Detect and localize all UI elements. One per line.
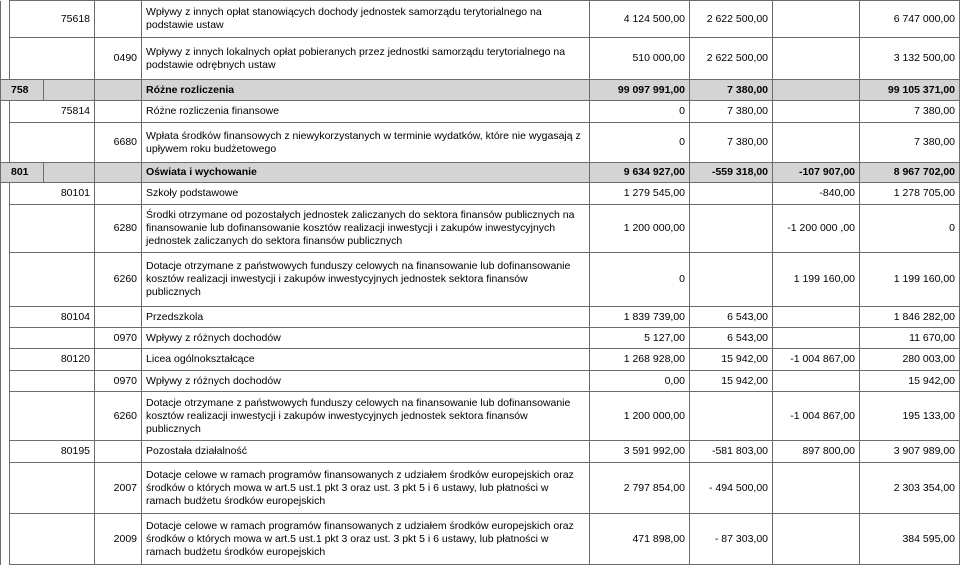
- value-after: 2 303 354,00: [860, 463, 960, 514]
- value-change-1: 6 543,00: [690, 307, 773, 328]
- table-row: [1, 441, 960, 463]
- value-change-1: - 494 500,00: [690, 463, 773, 514]
- row-description: Wpływy z różnych dochodów: [142, 328, 590, 349]
- table-row: [1, 253, 960, 307]
- row-description: Dotacje celowe w ramach programów finansowanych z udziałem środków europejskich oraz środków o których mowa w art.5 ust.1 pkt 3 oraz ust. 3 pkt 5 i 6 ustawy, lub płatności w ramach budżetu środków europejskich: [142, 463, 590, 514]
- value-after: 1 846 282,00: [860, 307, 960, 328]
- table-row: [1, 349, 960, 371]
- value-after: 15 942,00: [860, 371, 960, 392]
- value-change-2: [773, 80, 860, 101]
- value-plan: 1 279 545,00: [590, 183, 690, 205]
- row-description: Przedszkola: [142, 307, 590, 328]
- value-after: 0: [860, 205, 960, 253]
- value-plan: 1 268 928,00: [590, 349, 690, 371]
- value-change-1: - 87 303,00: [690, 514, 773, 565]
- value-change-1: 2 622 500,00: [690, 1, 773, 38]
- value-plan: 1 200 000,00: [590, 205, 690, 253]
- value-after: 195 133,00: [860, 392, 960, 441]
- value-after: 11 670,00: [860, 328, 960, 349]
- chapter-code: 80101: [10, 183, 95, 205]
- chapter-code: 80104: [10, 307, 95, 328]
- value-after: 384 595,00: [860, 514, 960, 565]
- value-change-1: -559 318,00: [690, 163, 773, 183]
- value-plan: 471 898,00: [590, 514, 690, 565]
- section-code: 758: [1, 80, 44, 101]
- value-plan: 1 839 739,00: [590, 307, 690, 328]
- value-plan: 1 200 000,00: [590, 392, 690, 441]
- table-row: [1, 38, 960, 80]
- value-after: 3 907 989,00: [860, 441, 960, 463]
- table-row: [1, 123, 960, 163]
- value-change-2: -1 004 867,00: [773, 392, 860, 441]
- row-description: Wpływy z różnych dochodów: [142, 371, 590, 392]
- value-after: 8 967 702,00: [860, 163, 960, 183]
- value-change-1: 7 380,00: [690, 123, 773, 163]
- chapter-code: 80195: [10, 441, 95, 463]
- row-description: Dotacje otrzymane z państwowych funduszy celowych na finansowanie lub dofinansowanie kosztów realizacji inwestycji i zakupów inwestycyjnych jednostek sektora finansów publicznych: [142, 253, 590, 307]
- value-change-2: [773, 101, 860, 123]
- row-description: Dotacje celowe w ramach programów finansowanych z udziałem środków europejskich oraz środków o których mowa w art.5 ust.1 pkt 3 oraz ust. 3 pkt 5 i 6 ustawy, lub płatności w ramach budżetu środków europejskich: [142, 514, 590, 565]
- value-plan: 510 000,00: [590, 38, 690, 80]
- value-change-2: [773, 514, 860, 565]
- paragraph-code: 6680: [95, 123, 142, 163]
- value-change-2: [773, 123, 860, 163]
- value-change-2: -107 907,00: [773, 163, 860, 183]
- value-change-2: -1 200 000 ,00: [773, 205, 860, 253]
- table-row: [1, 514, 960, 565]
- paragraph-code: 75618: [10, 1, 95, 38]
- row-description: Różne rozliczenia finansowe: [142, 101, 590, 123]
- paragraph-code: 6260: [95, 253, 142, 307]
- row-description: Licea ogólnokształcące: [142, 349, 590, 371]
- row-description: Wpływy z innych opłat stanowiących dochody jednostek samorządu terytorialnego na podstawie ustaw: [142, 1, 590, 38]
- value-plan: 3 591 992,00: [590, 441, 690, 463]
- value-plan: 0,00: [590, 371, 690, 392]
- row-description: Wpłata środków finansowych z niewykorzystanych w terminie wydatków, które nie wygasają z upływem roku budżetowego: [142, 123, 590, 163]
- table-row: [1, 163, 960, 183]
- value-change-1: [690, 183, 773, 205]
- value-plan: 0: [590, 101, 690, 123]
- value-after: 6 747 000,00: [860, 1, 960, 38]
- value-change-2: -840,00: [773, 183, 860, 205]
- value-after: 7 380,00: [860, 101, 960, 123]
- value-after: 7 380,00: [860, 123, 960, 163]
- chapter-code: 80120: [10, 349, 95, 371]
- value-change-1: 15 942,00: [690, 349, 773, 371]
- table-row: [1, 1, 960, 38]
- paragraph-code: 0970: [95, 328, 142, 349]
- table-row: [1, 392, 960, 441]
- value-change-1: [690, 253, 773, 307]
- value-after: 1 199 160,00: [860, 253, 960, 307]
- table-row: [1, 205, 960, 253]
- chapter-code: 75814: [10, 101, 95, 123]
- value-after: 99 105 371,00: [860, 80, 960, 101]
- table-row: [1, 371, 960, 392]
- row-description: Szkoły podstawowe: [142, 183, 590, 205]
- value-change-2: [773, 328, 860, 349]
- table-row: [1, 101, 960, 123]
- value-change-1: 6 543,00: [690, 328, 773, 349]
- table-row: [1, 328, 960, 349]
- value-plan: 2 797 854,00: [590, 463, 690, 514]
- value-after: 280 003,00: [860, 349, 960, 371]
- value-plan: 99 097 991,00: [590, 80, 690, 101]
- value-plan: 0: [590, 253, 690, 307]
- value-change-1: -581 803,00: [690, 441, 773, 463]
- value-change-2: [773, 1, 860, 38]
- value-change-1: 2 622 500,00: [690, 38, 773, 80]
- table-row: [1, 183, 960, 205]
- value-after: 3 132 500,00: [860, 38, 960, 80]
- section-code: 801: [1, 163, 44, 183]
- value-change-2: [773, 463, 860, 514]
- table-row: [1, 463, 960, 514]
- paragraph-code: 2009: [95, 514, 142, 565]
- paragraph-code: 0970: [95, 371, 142, 392]
- value-change-1: 7 380,00: [690, 80, 773, 101]
- row-description: Oświata i wychowanie: [142, 163, 590, 183]
- row-description: Wpływy z innych lokalnych opłat pobieranych przez jednostki samorządu terytorialnego na podstawie odrębnych ustaw: [142, 38, 590, 80]
- value-plan: 9 634 927,00: [590, 163, 690, 183]
- row-description: Pozostała działalność: [142, 441, 590, 463]
- value-change-1: 15 942,00: [690, 371, 773, 392]
- value-change-2: [773, 371, 860, 392]
- value-plan: 0: [590, 123, 690, 163]
- table-row: [1, 80, 960, 101]
- value-plan: 5 127,00: [590, 328, 690, 349]
- paragraph-code: 2007: [95, 463, 142, 514]
- row-description: Różne rozliczenia: [142, 80, 590, 101]
- table-row: [1, 307, 960, 328]
- value-change-2: -1 004 867,00: [773, 349, 860, 371]
- value-change-2: [773, 38, 860, 80]
- row-description: Dotacje otrzymane z państwowych funduszy celowych na finansowanie lub dofinansowanie kosztów realizacji inwestycji i zakupów inwestycyjnych jednostek sektora finansów publicznych: [142, 392, 590, 441]
- value-change-1: [690, 205, 773, 253]
- paragraph-code: 0490: [95, 38, 142, 80]
- value-change-2: [773, 307, 860, 328]
- value-change-2: 897 800,00: [773, 441, 860, 463]
- value-change-2: 1 199 160,00: [773, 253, 860, 307]
- value-after: 1 278 705,00: [860, 183, 960, 205]
- row-description: Środki otrzymane od pozostałych jednostek zaliczanych do sektora finansów publicznych na finansowanie lub dofinansowanie kosztów realizacji inwestycji i zakupów inwestycyjnych jednostek zaliczanych do sektora finansów publicznych: [142, 205, 590, 253]
- value-change-1: 7 380,00: [690, 101, 773, 123]
- paragraph-code: 6280: [95, 205, 142, 253]
- paragraph-code: 6260: [95, 392, 142, 441]
- value-change-1: [690, 392, 773, 441]
- value-plan: 4 124 500,00: [590, 1, 690, 38]
